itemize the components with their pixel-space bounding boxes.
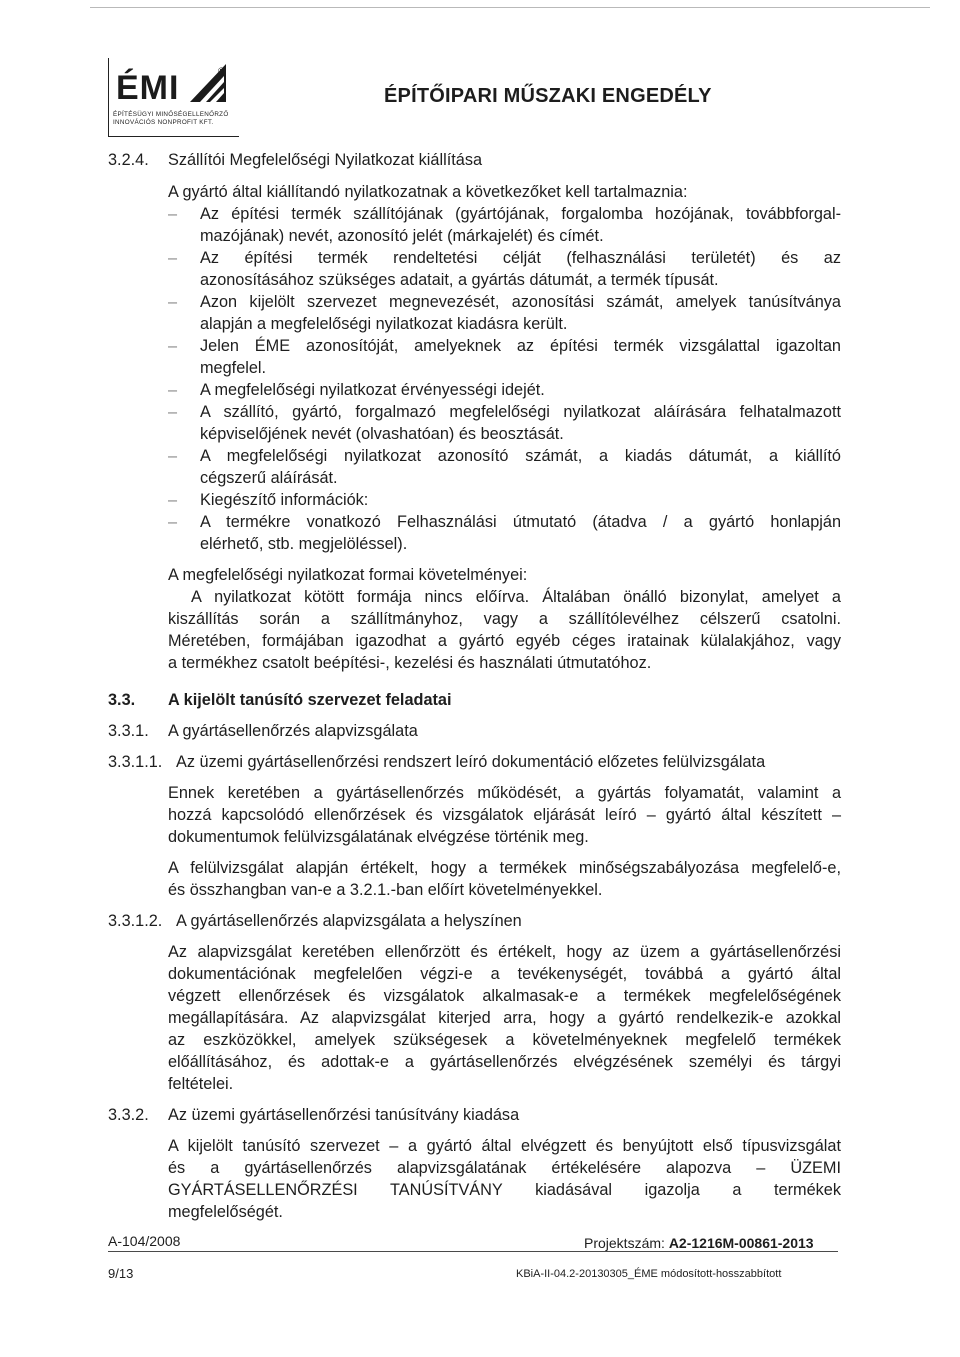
section-title-3-3-1-1: Az üzemi gyártásellenőrzési rendszert leíró dokumentáció előzetes felülvizsgálata [176,753,766,771]
section-title-3-3-2: Az üzemi gyártásellenőrzési tanúsítvány kiadása [168,1106,520,1124]
s332-line-2: és a gyártásellenőrzés alapvizsgálatának értékelésére alapozva – ÜZEMI [168,1159,841,1177]
s3312-line-6: előállításához, és adottak-e a gyártásellenőrzés elvégzésének személyi és tárgyi [168,1053,841,1071]
list-item-8-line-1: Kiegészítő információk: [200,491,369,509]
section-number-3-3: 3.3. [108,691,136,709]
footer-file-reference: KBiA-II-04.2-20130305_ÉME módosított-hosszabbított [516,1268,782,1280]
list-dash: – [168,381,178,399]
s3311-p1-line-3: dokumentumok felülvizsgálatának elvégzése történik meg. [168,828,589,846]
list-item-3-line-2: alapján a megfelelőségi nyilatkozat kiadásra került. [200,315,568,333]
formal-line-3: Méretében, formájában igazodhat a gyártó egyéb céges iratainak külalakjához, vagy [168,632,841,650]
section-title-3-3: A kijelölt tanúsító szervezet feladatai [168,691,452,709]
list-item-3-line-1: Azon kijelölt szervezet megnevezését, azonosítási számát, amelyek tanúsítványa [200,293,841,311]
s3312-line-7: feltételei. [168,1075,234,1093]
s3311-p1-line-1: Ennek keretében a gyártásellenőrzés működését, a gyártás folyamatát, valamint a [168,784,841,802]
list-item-1-line-2: mazójának) nevét, azonosító jelét (márkajelét) és címét. [200,227,604,245]
s3312-line-3: végzett ellenőrzések és vizsgálatok alkalmasak-e a termékek megfelelőségének [168,987,841,1005]
list-dash: – [168,403,178,421]
list-item-7-line-1: A megfelelőségi nyilatkozat azonosító számát, a kiadás dátumát, a kiállító [200,447,841,465]
s3312-line-1: Az alapvizsgálat keretében ellenőrzött és értékelt, hogy az üzem a gyártásellenőrzési [168,943,841,961]
list-dash: – [168,491,178,509]
section-title-3-2-4: Szállítói Megfelelőségi Nyilatkozat kiállítása [168,151,483,169]
s332-line-3: GYÁRTÁSELLENŐRZÉSI TANÚSÍTVÁNY kiadásával igazolja a termékek [168,1181,841,1199]
list-dash: – [168,337,178,355]
logo-subtitle-2: INNOVÁCIÓS NONPROFIT KFT. [113,119,214,126]
footer-page-number: 9/13 [108,1266,134,1281]
footer-project-label: Projektszám: [584,1235,669,1251]
list-item-2-line-1: Az építési termék rendeltetési célját (felhasználási területét) és az [200,249,841,267]
list-item-6-line-2: képviselőjének nevét (olvashatóan) és beosztását. [200,425,564,443]
section-number-3-3-2: 3.3.2. [108,1106,149,1124]
list-dash: – [168,249,178,267]
s3312-line-2: dokumentációnak megfelelően végzi-e a tevékenységét, továbbá a gyártó által [168,965,841,983]
section-number-3-3-1-2: 3.3.1.2. [108,912,163,930]
section-number-3-2-4: 3.2.4. [108,151,149,169]
document-title: ÉPÍTŐIPARI MŰSZAKI ENGEDÉLY [384,85,712,107]
s324-intro: A gyártó által kiállítandó nyilatkozatnak a következőket kell tartalmaznia: [168,183,688,201]
s3311-p2-line-2: és összhangban van-e a 3.2.1.-ban előírt követelményekkel. [168,881,603,899]
formal-line-1: A nyilatkozat kötött formája nincs előírva. Általában önálló bizonylat, amelyet a [191,588,841,606]
s3311-p1-line-2: hozzá kapcsolódó ellenőrzések és vizsgálatok eljárását leíró – gyártó által készített – [168,806,841,824]
list-item-6-line-1: A szállító, gyártó, forgalmazó megfelelőségi nyilatkozat aláírására felhatalmazott [200,403,841,421]
s3312-line-4: megállapítására. Az alapvizsgálat kiterjed arra, hogy a gyártó rendelkezik-e azokkal [168,1009,841,1027]
formal-requirements-heading: A megfelelőségi nyilatkozat formai követelményei: [168,566,528,584]
top-rule [90,7,930,8]
list-item-9-line-2: elérhető, stb. megjelöléssel). [200,535,408,553]
formal-line-4: a termékhez csatolt beépítési-, kezelési és használati útmutatóhoz. [168,654,652,672]
footer-rule [108,1251,838,1252]
footer-project-code: A2-1216M-00861-2013 [668,1235,814,1251]
footer-project-number [584,1234,814,1252]
section-title-3-3-1: A gyártásellenőrzés alapvizsgálata [168,722,418,740]
footer-document-id: A-104/2008 [108,1233,181,1249]
logo-subtitle-1: ÉPÍTÉSÜGYI MINŐSÉGELLENŐRZŐ [113,111,229,118]
list-dash: – [168,293,178,311]
section-number-3-3-1: 3.3.1. [108,722,149,740]
section-title-3-3-1-2: A gyártásellenőrzés alapvizsgálata a helyszínen [176,912,522,930]
s332-line-1: A kijelölt tanúsító szervezet – a gyártó által elvégzett és benyújtott első típusvizsgálat [168,1137,841,1155]
section-number-3-3-1-1: 3.3.1.1. [108,753,163,771]
s3311-p2-line-1: A felülvizsgálat alapján értékelt, hogy a termékek minőségszabályozása megfelelő-e, [168,859,841,877]
list-item-5-line-1: A megfelelőségi nyilatkozat érvényességi idejét. [200,381,545,399]
logo-registered-mark: ® [218,66,225,76]
list-item-2-line-2: azonosításához szükséges adatait, a gyártás dátumát, a termék típusát. [200,271,719,289]
list-dash: – [168,447,178,465]
list-item-9-line-1: A termékre vonatkozó Felhasználási útmutató (átadva / a gyártó honlapján [200,513,841,531]
list-item-1-line-1: Az építési termék szállítójának (gyártójának, forgalomba hozójának, továbbforgal- [200,205,841,223]
list-dash: – [168,513,178,531]
logo-wordmark: ÉMI [116,69,180,107]
formal-line-2: kiszállítás során a szállítmányhoz, vagy a szállítólevélhez célszerű csatolni. [168,610,841,628]
s3312-line-5: az eszközökkel, amelyek szükségesek a követelményeknek megfelelő termékek [168,1031,841,1049]
list-item-7-line-2: cégszerű aláírását. [200,469,338,487]
list-item-4-line-2: megfelel. [200,359,267,377]
list-dash: – [168,205,178,223]
list-item-4-line-1: Jelen ÉME azonosítóját, amelyeknek az építési termék vizsgálattal igazoltan [200,337,841,355]
s332-line-4: megfelelőségét. [168,1203,283,1221]
